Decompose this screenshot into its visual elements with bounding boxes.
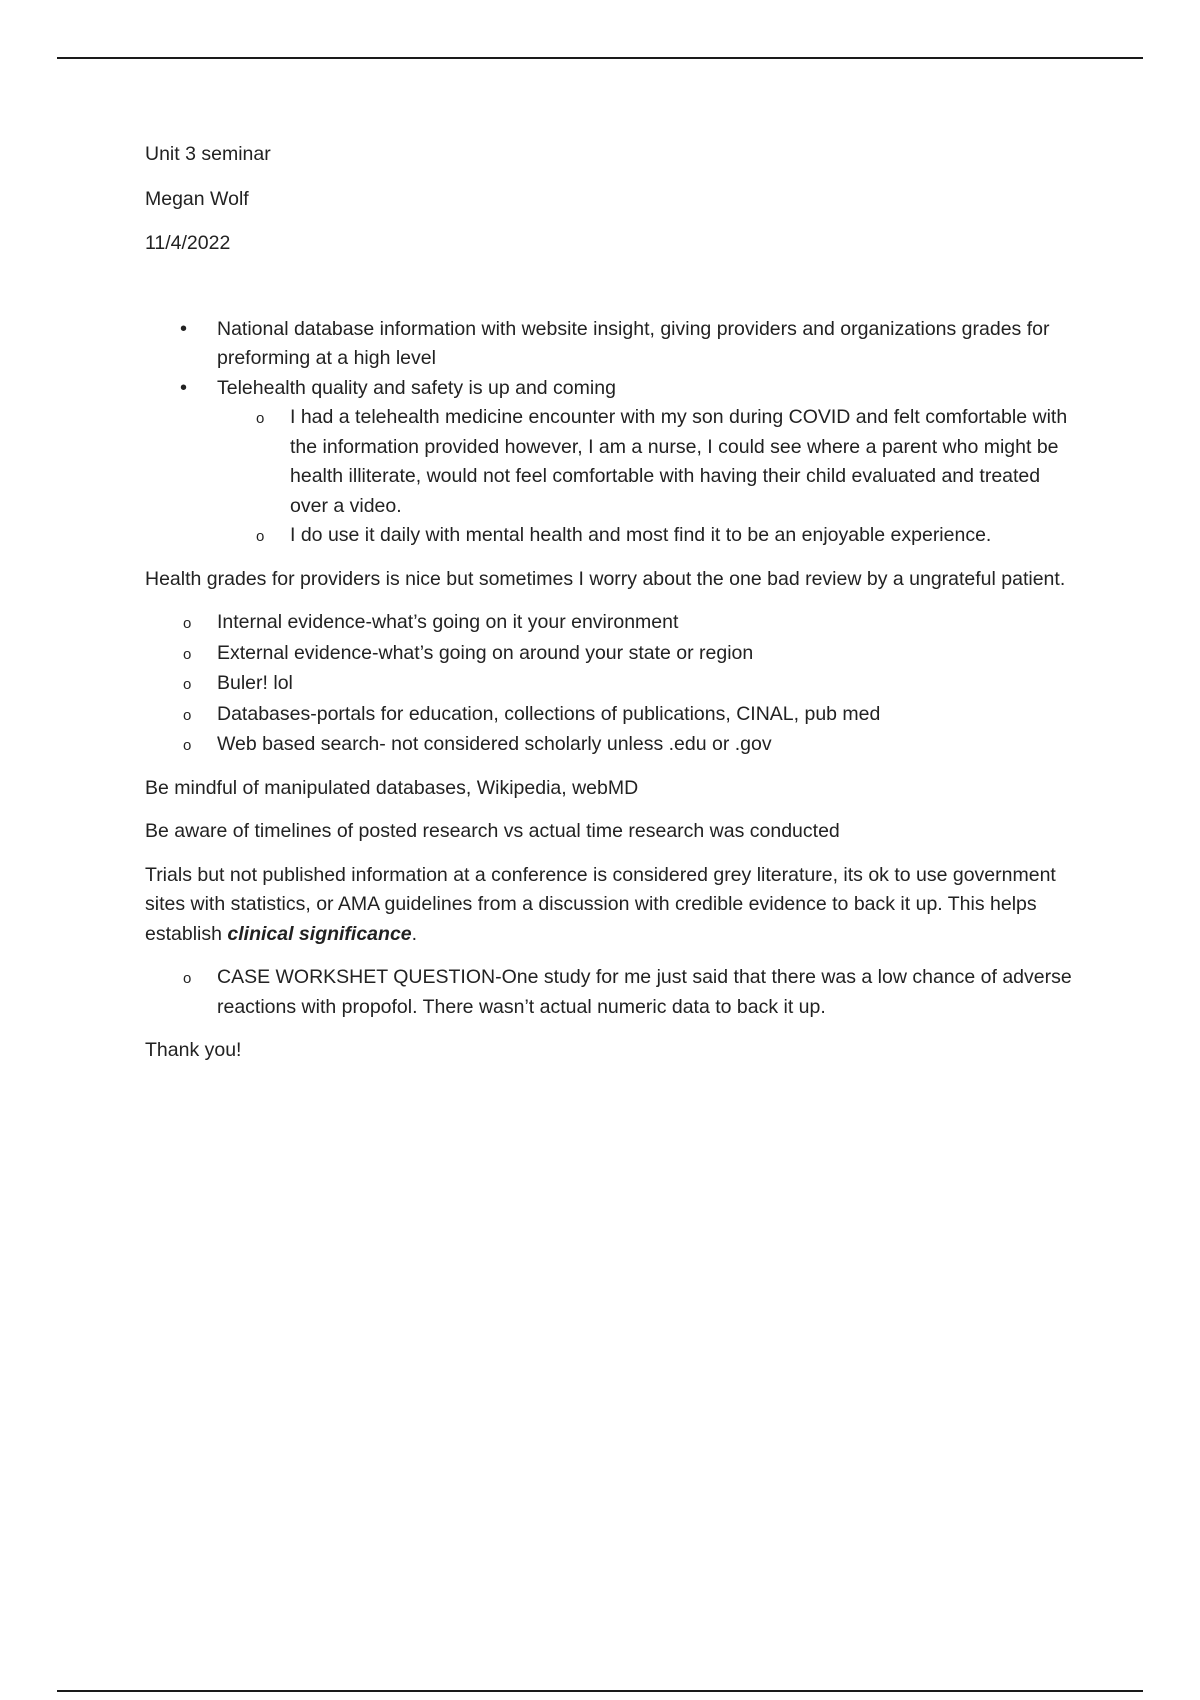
grey-literature-text: Trials but not published information at a conference is considered grey literature, its ok to use government sites with statistics, or AMA guidelines from a discussion with credible evidence to back it up. This helps establish: [145, 863, 1056, 945]
sub-bullet-item: [290, 521, 1080, 551]
document-body: [145, 140, 1080, 1080]
top-rule: [57, 57, 1143, 59]
clinical-significance-emphasis: clinical significance: [227, 922, 412, 945]
bullet-item-text: Telehealth quality and safety is up and coming: [217, 376, 616, 399]
list-item: o Databases-portals for education, collections of publications, CINAL, pub med: [217, 700, 1080, 730]
list-item: o Buler! lol: [217, 669, 1080, 699]
sub-bullet-list: [290, 403, 1080, 551]
mindful-paragraph: Be mindful of manipulated databases, Wikipedia, webMD: [145, 776, 639, 799]
sub-bullet-text: I do use it daily with mental health and most find it to be an enjoyable experience.: [290, 524, 992, 546]
sub-bullet-item: [290, 403, 1080, 521]
timelines-paragraph: Be aware of timelines of posted research vs actual time research was conducted: [145, 820, 840, 842]
document-date: 11/4/2022: [145, 232, 231, 254]
list-item: o Internal evidence-what’s going on it your environment: [217, 608, 1080, 638]
bullet-item-national-database: [217, 315, 1080, 374]
grey-literature-end: .: [411, 922, 418, 945]
author-name: Megan Wolf: [145, 187, 249, 210]
closing-text: Thank you!: [145, 1039, 242, 1061]
bottom-rule: [57, 1690, 1143, 1692]
list-item: o CASE WORKSHET QUESTION-One study for me just said that there was a low chance of adverse reactions with propofol. There wasn’t actual numeric data to back it up.: [217, 963, 1080, 1022]
grey-literature-paragraph: [145, 861, 1080, 950]
list-item: o Web based search- not considered scholarly unless .edu or .gov: [217, 730, 1080, 760]
case-worksheet-list: [217, 963, 1080, 1022]
bullet-list: [217, 315, 1080, 551]
bullet-item-text: National database information with website insight, giving providers and organizations grades for preforming at a high level: [217, 317, 1050, 369]
evidence-list: [217, 608, 1080, 760]
list-item: o External evidence-what’s going on around your state or region: [217, 639, 1080, 669]
bullet-item-telehealth: [217, 374, 1080, 551]
sub-bullet-text: I had a telehealth medicine encounter with my son during COVID and felt comfortable with the information provided however, I am a nurse, I could see where a parent who might be health illiterate, would not feel comfortable with having their child evaluated and treated over a video.: [290, 406, 1068, 517]
document-title: Unit 3 seminar: [145, 143, 271, 165]
health-grades-paragraph: Health grades for providers is nice but sometimes I worry about the one bad review by a ungrateful patient.: [145, 567, 1066, 590]
